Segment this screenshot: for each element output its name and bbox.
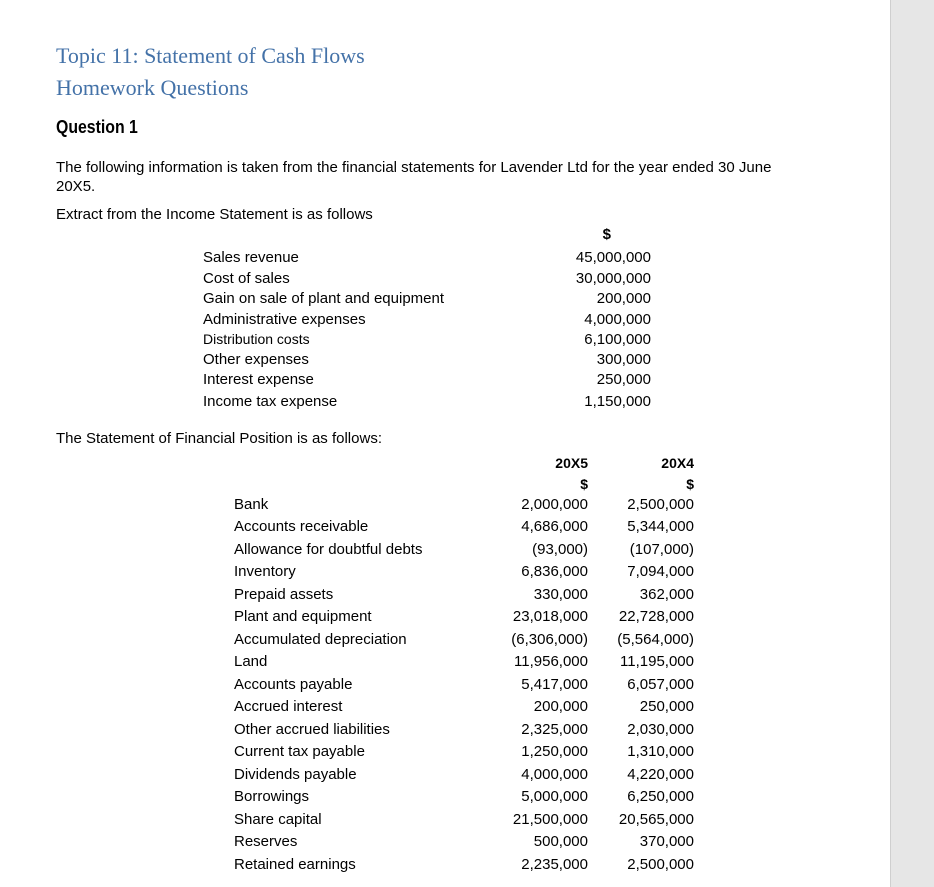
- position-value-20x4: 370,000: [639, 833, 694, 850]
- position-row-label: Other accrued liabilities: [234, 721, 390, 738]
- position-value-20x5: 11,956,000: [514, 653, 588, 670]
- position-row-label: Reserves: [234, 833, 298, 850]
- income-row-label: Interest expense: [203, 371, 314, 388]
- position-row-label: Plant and equipment: [234, 608, 372, 625]
- position-row-label: Share capital: [234, 811, 322, 828]
- position-value-20x4: 2,030,000: [627, 721, 694, 738]
- intro-line-1: The following information is taken from the financial statements for Lavender Ltd for the year ended 30 June: [56, 159, 772, 176]
- income-row-value: 200,000: [596, 290, 651, 307]
- col-currency-20x4: $: [686, 476, 694, 492]
- position-value-20x5: 200,000: [533, 698, 588, 715]
- position-value-20x4: 6,250,000: [627, 788, 694, 805]
- income-row-label: Distribution costs: [203, 331, 310, 347]
- income-row-label: Income tax expense: [203, 393, 338, 410]
- position-value-20x5: 4,686,000: [521, 518, 588, 535]
- position-value-20x4: 7,094,000: [627, 563, 694, 580]
- position-value-20x4: (107,000): [629, 541, 694, 558]
- income-row-label: Other expenses: [203, 351, 309, 368]
- position-value-20x5: 4,000,000: [521, 766, 588, 783]
- position-row-label: Allowance for doubtful debts: [234, 541, 423, 558]
- intro-line-2: 20X5.: [56, 178, 96, 195]
- position-row-label: Retained earnings: [234, 856, 356, 873]
- col-currency-20x5: $: [580, 476, 588, 492]
- position-value-20x4: 5,344,000: [627, 518, 694, 535]
- position-row-label: Borrowings: [234, 788, 310, 805]
- position-value-20x5: 500,000: [533, 833, 588, 850]
- position-value-20x5: 1,250,000: [521, 743, 588, 760]
- income-row-value: 250,000: [596, 371, 651, 388]
- position-value-20x4: 2,500,000: [627, 856, 694, 873]
- position-value-20x4: 250,000: [639, 698, 694, 715]
- position-value-20x4: 2,500,000: [627, 496, 694, 513]
- position-row-label: Bank: [234, 496, 269, 513]
- position-value-20x5: (93,000): [532, 541, 588, 558]
- income-row-label: Administrative expenses: [203, 311, 366, 328]
- income-row-label: Gain on sale of plant and equipment: [203, 290, 445, 307]
- position-value-20x4: 362,000: [639, 586, 694, 603]
- position-value-20x4: (5,564,000): [617, 631, 694, 648]
- position-row-label: Accumulated depreciation: [234, 631, 407, 648]
- page-title: Topic 11: Statement of Cash Flows: [56, 43, 365, 68]
- position-value-20x4: 1,310,000: [627, 743, 694, 760]
- position-row-label: Land: [234, 653, 268, 670]
- position-row-label: Current tax payable: [234, 743, 365, 760]
- position-value-20x5: 23,018,000: [512, 608, 588, 625]
- position-row-label: Accrued interest: [234, 698, 343, 715]
- position-value-20x5: (6,306,000): [511, 631, 588, 648]
- income-row-value: 4,000,000: [584, 311, 651, 328]
- income-row-label: Sales revenue: [203, 249, 299, 266]
- position-row-label: Dividends payable: [234, 766, 357, 783]
- position-row-label: Inventory: [234, 563, 296, 580]
- income-row-value: 1,150,000: [584, 393, 651, 410]
- position-value-20x5: 330,000: [533, 586, 588, 603]
- position-value-20x5: 2,235,000: [521, 856, 588, 873]
- position-value-20x4: 11,195,000: [620, 653, 694, 670]
- position-value-20x5: 2,325,000: [521, 721, 588, 738]
- question-heading: Question 1: [56, 117, 138, 137]
- income-row-value: 300,000: [596, 351, 651, 368]
- col-header-20x4: 20X4: [661, 455, 694, 471]
- income-currency-header: $: [602, 226, 611, 243]
- income-row-label: Cost of sales: [203, 270, 290, 287]
- position-value-20x4: 4,220,000: [627, 766, 694, 783]
- page-subtitle: Homework Questions: [56, 75, 249, 100]
- position-value-20x5: 21,500,000: [512, 811, 588, 828]
- position-row-label: Prepaid assets: [234, 586, 334, 603]
- income-row-value: 30,000,000: [575, 270, 651, 287]
- position-value-20x5: 6,836,000: [521, 563, 588, 580]
- financial-position-intro: The Statement of Financial Position is as follows:: [56, 430, 382, 447]
- income-statement-intro: Extract from the Income Statement is as follows: [56, 206, 373, 223]
- position-value-20x4: 22,728,000: [618, 608, 694, 625]
- position-value-20x5: 5,417,000: [521, 676, 588, 693]
- col-header-20x5: 20X5: [555, 455, 588, 471]
- position-value-20x5: 5,000,000: [521, 788, 588, 805]
- position-row-label: Accounts payable: [234, 676, 353, 693]
- income-row-value: 6,100,000: [584, 331, 651, 348]
- position-value-20x4: 20,565,000: [618, 811, 694, 828]
- position-value-20x4: 6,057,000: [627, 676, 694, 693]
- position-row-label: Accounts receivable: [234, 518, 369, 535]
- income-row-value: 45,000,000: [575, 249, 651, 266]
- position-value-20x5: 2,000,000: [521, 496, 588, 513]
